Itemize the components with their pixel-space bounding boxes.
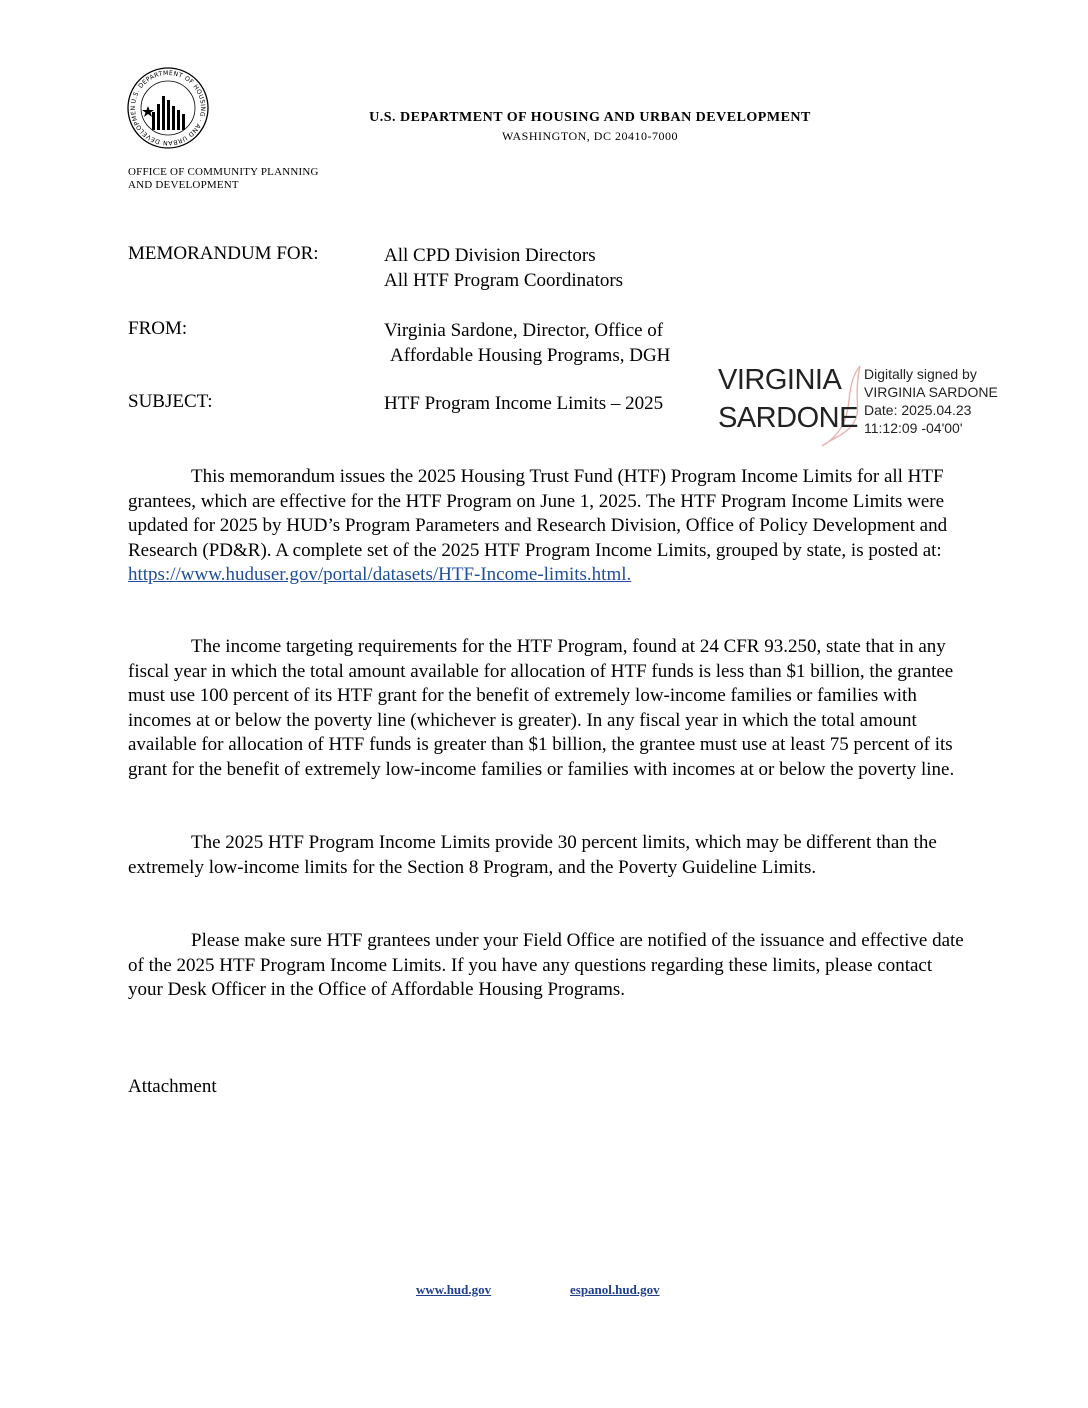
espanol-hud-gov-link[interactable]: espanol.hud.gov [570, 1282, 660, 1297]
paragraph-1 [128, 465, 968, 588]
hud-gov-link[interactable]: www.hud.gov [416, 1282, 492, 1297]
subject-label: SUBJECT: [128, 391, 213, 412]
attachment-label: Attachment [128, 1076, 217, 1097]
paragraph-4-text: Please make sure HTF grantees under your Field Office are notified of the issuance and effective date of the 2025 HTF Program Income Limits. If you have any questions regarding these limits, please contact your Desk Officer in the Office of Affordable Housing Programs. [128, 930, 964, 1000]
svg-text:U.S. DEPARTMENT OF HOUSING · A: U.S. DEPARTMENT OF HOUSING · AND URBAN DEVELOPMEN [129, 69, 207, 147]
signature-name-line-2: SARDONE [718, 402, 858, 434]
signed-by-line-1: Digitally signed by [864, 366, 977, 382]
office-name [128, 166, 319, 192]
from-value [384, 318, 670, 368]
to-line-2: All HTF Program Coordinators [384, 270, 624, 291]
signature-date: Date: 2025.04.23 [864, 402, 972, 418]
signature-details [864, 365, 998, 437]
paragraph-4 [128, 929, 968, 1003]
from-line-2: Affordable Housing Programs, DGH [390, 345, 671, 366]
agency-name: U.S. DEPARTMENT OF HOUSING AND URBAN DEVELOPMENT [369, 110, 811, 125]
paragraph-2-text: The income targeting requirements for the HTF Program, found at 24 CFR 93.250, state that in any fiscal year in which the total amount available for allocation of HTF funds is less than $1 billion, the grantee must use 100 percent of its HTF grant for the benefit of extremely low-income families or families with incomes at or below the poverty line (whichever is greater). In any fiscal year in which the total amount available for allocation of HTF funds is greater than $1 billion, the grantee must use at least 75 percent of its grant for the benefit of extremely low-income families or families with incomes at or below the poverty line. [128, 636, 955, 780]
from-label: FROM: [128, 318, 188, 339]
hud-seal [126, 66, 210, 150]
paragraph-3-text: The 2025 HTF Program Income Limits provide 30 percent limits, which may be different than the extremely low-income limits for the Section 8 Program, and the Poverty Guideline Limits. [128, 832, 937, 878]
paragraph-1-text: This memorandum issues the 2025 Housing Trust Fund (HTF) Program Income Limits for all HTF grantees, which are effective for the HTF Program on June 1, 2025. The HTF Program Income Limits were updated for 2025 by HUD’s Program Parameters and Research Division, Office of Policy Development and Research (PD&R). A complete set of the 2025 HTF Program Income Limits, grouped by state, is posted at: [128, 466, 948, 561]
office-line-1: OFFICE OF COMMUNITY PLANNING [128, 166, 319, 178]
income-limits-link[interactable]: https://www.huduser.gov/portal/datasets/HTF-Income-limits.html. [128, 564, 632, 585]
footer-link-hud[interactable] [416, 1282, 491, 1298]
subject-value: HTF Program Income Limits – 2025 [384, 393, 664, 414]
paragraph-3 [128, 831, 968, 880]
office-line-2: AND DEVELOPMENT [128, 179, 239, 191]
to-label: MEMORANDUM FOR: [128, 243, 319, 264]
agency-header [300, 110, 880, 144]
digital-signature [716, 364, 1016, 444]
from-line-1: Virginia Sardone, Director, Office of [384, 320, 664, 341]
paragraph-2 [128, 635, 968, 782]
signature-time: 11:12:09 -04'00' [864, 420, 963, 436]
footer-link-espanol[interactable] [570, 1282, 660, 1298]
signature-name-line-1: VIRGINIA [718, 364, 842, 396]
signed-by-line-2: VIRGINIA SARDONE [864, 384, 998, 400]
to-line-1: All CPD Division Directors [384, 245, 596, 266]
to-value [384, 243, 623, 293]
agency-address: WASHINGTON, DC 20410-7000 [502, 129, 678, 143]
